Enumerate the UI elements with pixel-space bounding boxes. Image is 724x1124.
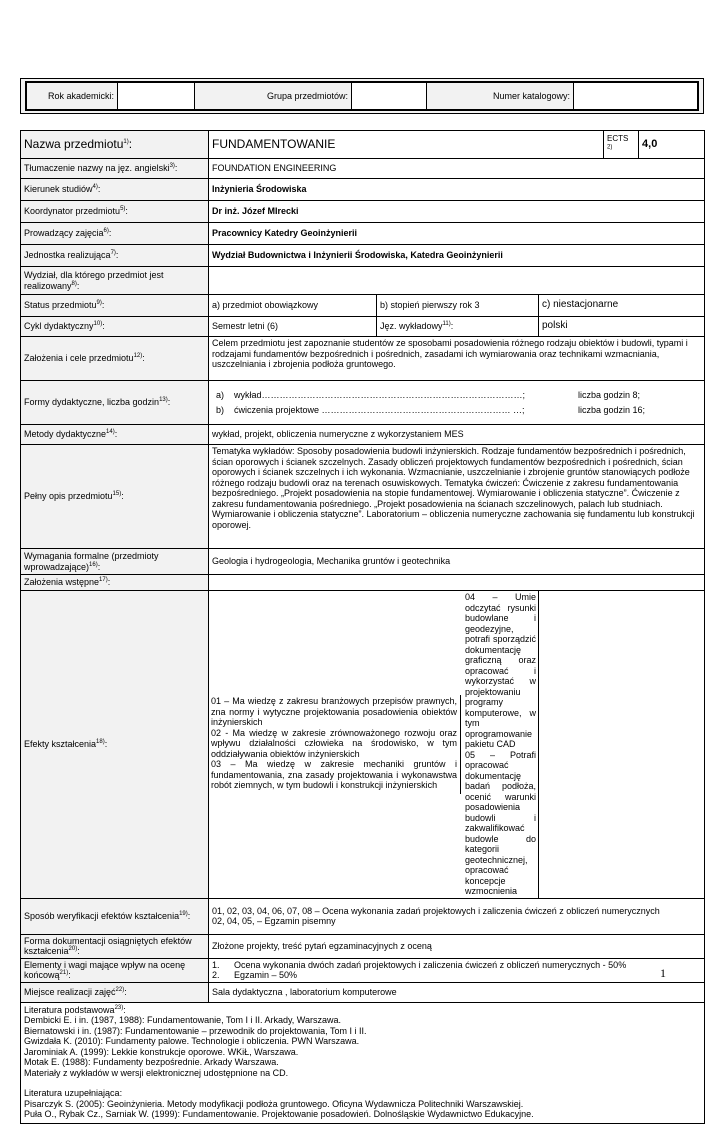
row-formy: [21, 381, 705, 425]
formy-item: [212, 403, 701, 418]
literatura-podstawowa-label: Literatura podstawowa$^{23)}$:: [24, 1004, 126, 1015]
efekty-spacer: [539, 591, 705, 899]
cykl-label: Cykl dydaktyczny$^{10)}$:: [21, 317, 209, 337]
row-tlumaczenie: [21, 159, 705, 179]
literatura-item: Jarominiak A. (1999): Lekkie konstrukcje oporowe. WKiŁ, Warszawa.: [24, 1046, 299, 1057]
opis-value: Tematyka wykładów: Sposoby posadowienia budowli inżynierskich. Rodzaje fundamentów bezpośrednich i pośrednich, ścian oporowych i ścianek szczelnych. Zasady obliczeń projektowych fundamentów bezpośrednich i pośrednich, ścian oporowych i ścianek szczelnych i ich wykonania. Wzmacnianie, uszczelnianie i zbrojenie gruntów stanowiących podłoże różnego rodzaju budowli oraz na terenach osuwiskowych. Tematyka ćwiczeń: Ćwiczenie z zakresu fundamentowania bezpośredniego. „Projekt posadowienia na stopie fundamentowej. Wymiarowanie i obliczenia statyczne”. Ćwiczenie z zakresu fundamentowania pośredniego. „Projekt posadowienia na ścianach szczelinowych, palach lub studniach. Wymiarowanie i obliczenia statyczne”. Laboratorium – obliczenia numeryczne zachowania się fundamentu lub konstrukcji oporowej.: [209, 445, 705, 549]
jednostka-label: Jednostka realizująca$^{7)}$:: [21, 245, 209, 267]
jezyk-label: Jęz. wykładowy$^{11)}$:: [377, 317, 539, 337]
literatura-item: Puła O., Rybak Cz., Sarniak W. (1999): Fundamentowanie. Projektowanie posadowień. Dolnośląskie Wydawnictwo Edukacyjne.: [24, 1109, 534, 1119]
elementy-item: 1. Ocena wykonania dwóch zadań projektowych i zaliczenia ćwiczeń z obliczeń numerycznych - 50%: [212, 959, 627, 970]
elementy-item: 2. Egzamin – 50%: [212, 970, 298, 980]
tlumaczenie-value: FOUNDATION ENGINEERING: [209, 159, 705, 179]
literatura-item: Gwizdała K. (2010): Fundamenty palowe. Technologie i obliczenia. PWN Warszawa.: [24, 1036, 360, 1046]
row-literatura: [21, 1002, 705, 1123]
elementy-label: Elementy i wagi mające wpływ na ocenę końcową$^{21)}$:: [21, 958, 209, 982]
efekty-label: Efekty kształcenia$^{18)}$:: [21, 591, 209, 899]
course-card: [20, 130, 704, 1124]
row-elementy: [21, 958, 705, 982]
metody-label: Metody dydaktyczne$^{14)}$:: [21, 425, 209, 445]
formy-item: [212, 388, 701, 403]
ects-label: ECTS $^{2)}$: [604, 131, 639, 159]
forma-label: Forma dokumentacji osiągniętych efektów kształcenia$^{20)}$:: [21, 934, 209, 958]
formy-item-letter: b): [216, 404, 225, 415]
nazwa-value: FUNDAMENTOWANIE: [209, 131, 604, 159]
zalozenia-value: Celem przedmiotu jest zapoznanie studentów ze sposobami posadowienia różnego rodzaju obiektów i budowli, typami i rodzajami fundamentów bezpośrednich i pośrednich, zasadami ich wymiarowania oraz technikami wzmacniania, uszczelniania i zbrojenia podłoża gruntowego.: [209, 337, 705, 381]
academic-year-label: Rok akademicki:: [27, 83, 118, 110]
status-b: b) stopień pierwszy rok 3: [377, 295, 539, 317]
literatura-item: Dembicki E. i in. (1987, 1988): Fundamentowanie, Tom I i II. Arkady, Warszawa.: [24, 1015, 341, 1025]
jezyk-value: polski: [539, 317, 705, 337]
literatura-item: Biernatowski i in. (1987): Fundamentowanie – przewodnik do projektowania, Tom I i II.: [24, 1025, 367, 1036]
wymagania-value: Geologia i hydrogeologia, Mechanika gruntów i geotechnika: [209, 549, 705, 575]
row-prowadzacy: [21, 223, 705, 245]
literatura-item: Materiały z wykładów w wersji elektronicznej udostępnione na CD.: [24, 1067, 289, 1078]
koordynator-label: Koordynator przedmiotu$^{5)}$:: [21, 201, 209, 223]
efekty-value: [209, 591, 539, 899]
formy-item-text: wykład……………………………………………………………………………;: [234, 390, 526, 400]
cykl-semestr: Semestr letni (6): [209, 317, 377, 337]
catalog-header: [20, 78, 704, 114]
miejsce-value: Sala dydaktyczna , laboratorium komputerowe: [209, 982, 705, 1002]
koordynator-value: Dr inż. Józef MIrecki: [209, 201, 705, 223]
efekty-right: 04 – Umie odczytać rysunki budowlane i geodezyjne, potrafi sporządzić dokumentację graficzną oraz opracować i wykorzystać w projektowaniu programy komputerowe, w tym oprogramowanie pakietu CAD 05 – Potrafi opracować dokumentację badań podłoża, ocenić warunki posadowienia budowli i zakwalifikować budowle do kategorii geotechnicznej, opracować koncepcje wzmocnienia: [465, 592, 536, 896]
opis-label: Pełny opis przedmiotu$^{15)}$:: [21, 445, 209, 549]
elementy-value: [209, 958, 705, 982]
row-cykl: [21, 317, 705, 337]
row-koordynator: [21, 201, 705, 223]
row-kierunek: [21, 179, 705, 201]
sposob-label: Sposób weryfikacji efektów kształcenia$^{19)}$:: [21, 898, 209, 934]
nazwa-label: Nazwa przedmiotu$^{1)}$:: [21, 131, 209, 159]
row-wymagania: [21, 549, 705, 575]
zalozenia-label: Założenia i cele przedmiotu$^{12)}$:: [21, 337, 209, 381]
catalog-number-value: [574, 83, 698, 110]
page-number: 1: [660, 966, 666, 980]
forma-value: Złożone projekty, treść pytań egzaminacyjnych z oceną: [209, 934, 705, 958]
metody-value: wykład, projekt, obliczenia numeryczne z wykorzystaniem MES: [209, 425, 705, 445]
row-forma: [21, 934, 705, 958]
formy-item-hours: liczba godzin 16;: [578, 404, 646, 415]
row-status: [21, 295, 705, 317]
row-opis: [21, 445, 705, 549]
prowadzacy-label: Prowadzący zajęcia$^{6)}$:: [21, 223, 209, 245]
jednostka-value: Wydział Budownictwa i Inżynierii Środowiska, Katedra Geoinżynierii: [209, 245, 705, 267]
row-sposob: [21, 898, 705, 934]
subject-group-value: [352, 83, 427, 110]
row-zalozenia: [21, 337, 705, 381]
kierunek-label: Kierunek studiów$^{4)}$:: [21, 179, 209, 201]
status-a: a) przedmiot obowiązkowy: [209, 295, 377, 317]
row-metody: [21, 425, 705, 445]
formy-item-hours: liczba godzin 8;: [578, 390, 641, 400]
literatura-uzupelniajaca-label: Literatura uzupełniająca:: [24, 1088, 123, 1098]
row-efekty: [21, 591, 705, 899]
tlumaczenie-label: Tłumaczenie nazwy na jęz. angielski$^{3)}$:: [21, 159, 209, 179]
catalog-number-label: Numer katalogowy:: [427, 83, 574, 110]
prowadzacy-value: Pracownicy Katedry Geoinżynierii: [209, 223, 705, 245]
status-c: c) niestacjonarne: [539, 295, 705, 317]
sposob-value: 01, 02, 03, 04, 06, 07, 08 – Ocena wykonania zadań projektowych i zaliczenia ćwiczeń z obliczeń numerycznych 02, 04, 05, – Egzamin pisemny: [209, 898, 705, 934]
row-nazwa: [21, 131, 705, 159]
efekty-left: 01 – Ma wiedzę z zakresu branżowych przepisów prawnych, zna normy i wytyczne projektowania posadowienia obiektów inżynierskich 02 - Ma wiedzę w zakresie zrównoważonego rozwoju oraz wpływu działalności człowieka na środowisko, w tym oddziaływania obiektów inżynierskich 03 – Ma wiedzę w zakresie mechaniki gruntów i fundamentowania, zna zasady projektowania i wykonawstwa robót ziemnych, w tym budowli i konstrukcji inżynierskich: [211, 695, 461, 794]
row-miejsce: [21, 982, 705, 1002]
academic-year-value: [118, 83, 195, 110]
miejsce-label: Miejsce realizacji zajęć$^{22)}$:: [21, 982, 209, 1002]
row-wstepne: [21, 575, 705, 591]
status-label: Status przedmiotu$^{9)}$:: [21, 295, 209, 317]
wydzial-label: Wydział, dla którego przedmiot jest realizowany$^{8)}$:: [21, 267, 209, 295]
wymagania-label: Wymagania formalne (przedmioty wprowadzające)$^{16)}$:: [21, 549, 209, 575]
formy-item-letter: a): [216, 390, 225, 400]
formy-item-text: ćwiczenia projektowe ……………………………………………………… …;: [234, 404, 525, 415]
kierunek-value: Inżynieria Środowiska: [209, 179, 705, 201]
wstepne-label: Założenia wstępne$^{17)}$:: [21, 575, 209, 591]
subject-group-label: Grupa przedmiotów:: [195, 83, 352, 110]
formy-value: [209, 381, 705, 425]
ects-value: 4,0: [639, 131, 705, 159]
literatura: [21, 1002, 705, 1123]
row-jednostka: [21, 245, 705, 267]
formy-label: Formy dydaktyczne, liczba godzin$^{13)}$:: [21, 381, 209, 425]
literatura-item: Motak E. (1988): Fundamenty bezpośrednie. Arkady Warszawa.: [24, 1057, 279, 1067]
wydzial-value: [209, 267, 705, 295]
row-wydzial: [21, 267, 705, 295]
literatura-item: Pisarczyk S. (2005): Geoinżynieria. Metody modyfikacji podłoża gruntowego. Oficyna Wydawnicza Politechniki Warszawskiej.: [24, 1098, 524, 1109]
wstepne-value: [209, 575, 705, 591]
